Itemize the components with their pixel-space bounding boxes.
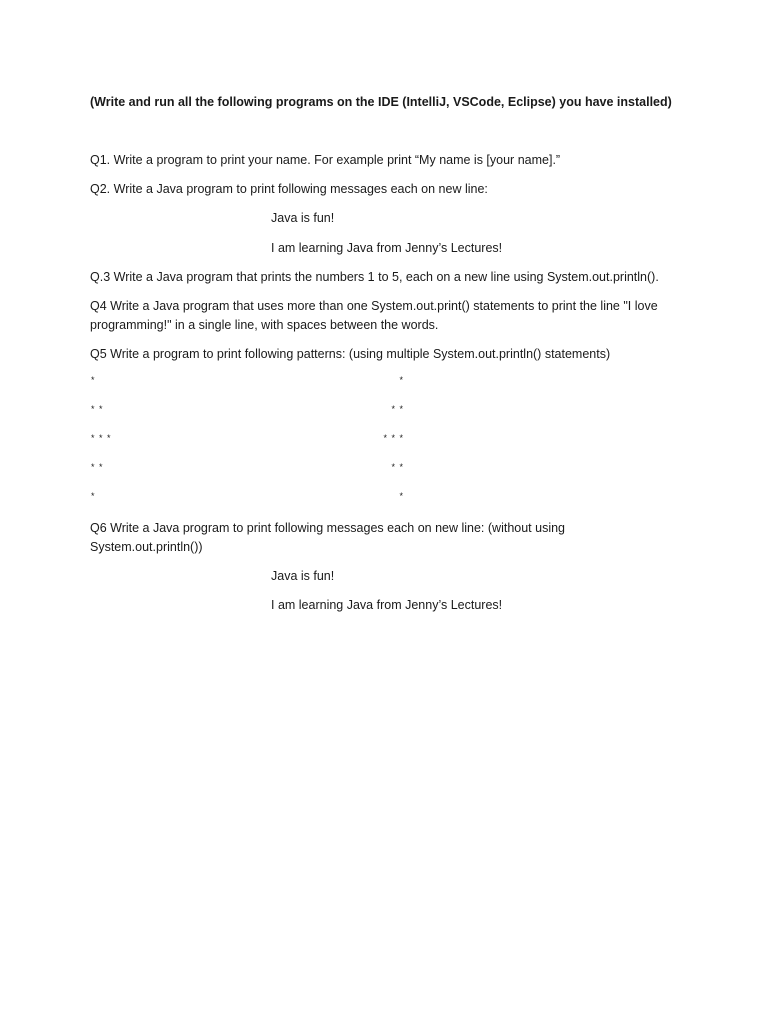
question-5: Q5 Write a program to print following patterns: (using multiple System.out.println() statements) <box>90 347 611 361</box>
assignment-heading: (Write and run all the following programs on the IDE (IntelliJ, VSCode, Eclipse) you have installed) <box>90 95 672 109</box>
question-3: Q.3 Write a Java program that prints the numbers 1 to 5, each on a new line using System.out.println(). <box>90 270 659 284</box>
pattern-right-row-3: * * * <box>383 433 404 443</box>
question-6: Q6 Write a Java program to print following messages each on new line: (without using System.out.println()) <box>90 521 566 554</box>
pattern-right-row-2: * * <box>391 404 404 414</box>
question-6-message-1: Java is fun! <box>271 569 335 583</box>
pattern-right-row-5: * <box>399 491 404 501</box>
question-2-message-2: I am learning Java from Jenny’s Lectures! <box>271 241 503 255</box>
pattern-left-row-5: * <box>91 491 96 501</box>
pattern-left-row-2: * * <box>91 404 104 414</box>
question-2-message-1: Java is fun! <box>271 211 335 225</box>
pattern-right-row-1: * <box>399 375 404 385</box>
pattern-left-row-3: * * * <box>91 433 112 443</box>
pattern-right-row-4: * * <box>391 462 404 472</box>
question-1: Q1. Write a program to print your name. For example print “My name is [your name].” <box>90 153 561 167</box>
question-4: Q4 Write a Java program that uses more than one System.out.print() statements to print the line "I love programming!" in a single line, with spaces between the words. <box>90 299 658 332</box>
pattern-left-row-4: * * <box>91 462 104 472</box>
question-6-message-2: I am learning Java from Jenny’s Lectures! <box>271 598 503 612</box>
pattern-left-row-1: * <box>91 375 96 385</box>
question-2: Q2. Write a Java program to print following messages each on new line: <box>90 182 488 196</box>
